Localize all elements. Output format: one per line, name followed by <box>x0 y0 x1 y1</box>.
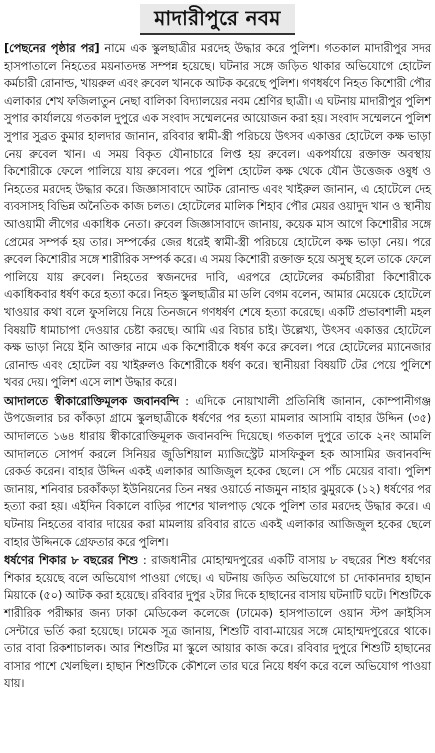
subheading-child-victim: ধর্ষণের শিকার ৮ বছরের শিশু <box>4 553 139 568</box>
article-paragraph-3 <box>4 552 431 693</box>
paragraph-1-body: নামে এক স্কুলছাত্রীর মরদেহ উদ্ধার করে পুলিশ। গতকাল মাদারীপুর সদর হাসপাতালে নিহতের ময়নাতদন্ত সম্পন্ন হয়েছে। ঘটনার সঙ্গে জড়িত থাকার অভিযোগে হোটেল কর্মচারী রোনাল্ড, খায়রুল এবং রুবেল খানকে আটক করেছে পুলিশ। গণধর্ষণে নিহত কিশোরী পৌর এলাকার শেখ ফজিলাতুন নেছা বালিকা বিদ্যালয়ের নবম শ্রেণির ছাত্রী। এ ঘটনায় মাদারীপুর পুলিশ সুপার কার্যালয়ে গতকাল দুপুরে এক সংবাদ সম্মেলনের আয়োজন করা হয়। সংবাদ সম্মেলনে পুলিশ সুপার সুব্রত কুমার হালদার জানান, রবিবার স্বামী-স্ত্রী পরিচয়ে উৎসব একাত্তর হোটেলে কক্ষ ভাড়া নেয় রুবেল খান। এ সময় বিকৃত যৌনাচারে লিপ্ত হয় রুবেল। একপর্যায়ে রক্তাক্ত অবস্থায় কিশোরীকে ফেলে পালিয়ে যায় রুবেল। পরে পুলিশ হোটেল কক্ষ থেকে যৌন উত্তেজক ওষুধ ও নিহতের মরদেহ উদ্ধার করে। জিজ্ঞাসাবাদে আটক রোনাল্ড এবং খাইরুল জানান, এ হোটেলে দেহ ব্যবসাসহ বিভিন্ন অনৈতিক কাজ চলত। হোটেলের মালিক শিহাব পৌর মেয়র ওয়াদুদ খান ও স্থানীয় আওয়ামী লীগের একাধিক নেতা। রুবেল জিজ্ঞাসাবাদে জানায়, কয়েক মাস আগে কিশোরীর সঙ্গে প্রেমের সম্পর্ক হয় তার। সম্পর্কের জের ধরেই স্বামী-স্ত্রী পরিচয়ে হোটেলে কক্ষ ভাড়া নেয়। পরে রুবেল কিশোরীর সঙ্গে শারীরিক সম্পর্ক করে। এ সময় কিশোরী রক্তাক্ত হয়ে অসুস্থ হলে তাকে ফেলে পালিয়ে যায় রুবেল। নিহতের স্বজনদের দাবি, এরপরে হোটেলের কর্মচারীরা কিশোরীকে একাধিকবার ধর্ষণ করে হত্যা করে। নিহত স্কুলছাত্রীর মা ডলি বেগম বলেন, আমার মেয়েকে হোটেলে খাওয়ার কথা বলে ফুসলিয়ে নিয়ে তিনজনে গণধর্ষণ শেষে হত্যা করেছে। একটি প্রভাবশালী মহল বিষয়টি ধামাচাপা দেওয়ার চেষ্টা করছে। আমি এর বিচার চাই। উল্লেখ্য, উৎসব একাত্তর হোটেলে কক্ষ ভাড়া নিয়ে ইনি আক্তার নামে এক কিশোরীকে ধর্ষণ করে রুবেল। পরে হোটেলের ম্যানেজার রোনাল্ড এবং হোটেল বয় খাইরুলও কিশোরীকে ধর্ষণ করে। স্থানীয়রা বিষয়টি টের পেয়ে পুলিশে খবর দেয়। পুলিশ এসে লাশ উদ্ধার করে। <box>4 41 431 390</box>
headline: মাদারীপুরে নবম <box>140 4 294 35</box>
subheading-confession: আদালতে স্বীকারোক্তিমূলক জবানবন্দি <box>4 393 179 408</box>
article-paragraph-1 <box>4 40 431 392</box>
paragraph-2-body: : এদিকে নোয়াখালী প্রতিনিধি জানান, কোম্পানীগঞ্জ উপজেলার চর কাঁকড়া গ্রামে স্কুলছাত্রীকে ধর্ষণের পর হত্যা মামলার আসামি বাহার উদ্দিন (৩৫) আদালতে ১৬৪ ধারায় স্বীকারোক্তিমূলক জবানবন্দি দিয়েছে। গতকাল দুপুরে তাকে ২নং আমলি আদালতে সোপর্দ করলে সিনিয়র জুডিশিয়াল ম্যাজিস্ট্রেট মাসফিকুল হক আসামির জবানবন্দি রেকর্ড করেন। বাহার উদ্দিন একই এলাকার আজিজুল হকের ছেলে। সে পাঁচ মেয়ের বাবা। পুলিশ জানায়, শনিবার চরকাঁকড়া ইউনিয়নের তিন নম্বর ওয়ার্ডে নাজমুন নাহার ঝুমুরকে (১২) ধর্ষণের পর হত্যা করা হয়। এইদিন বিকালে বাড়ির পাশের খালপাড় থেকে পুলিশ তার মরদেহ উদ্ধার করে। এ ঘটনায় নিহতের বাবার দায়ের করা মামলায় রবিবার রাতে একই এলাকার আজিজুল হকের ছেলে বাহার উদ্দিনকে গ্রেফতার করে পুলিশ। <box>4 393 432 549</box>
headline-area <box>4 4 431 34</box>
article-paragraph-2 <box>4 393 431 551</box>
paragraph-3-body: : রাজধানীর মোহাম্মদপুরের একটি বাসায় ৮ বছরের শিশু ধর্ষণের শিকার হয়েছে বলে অভিযোগ পাওয়া গেছে। এ ঘটনায় জড়িত অভিযোগে চা দোকানদার হাছান মিয়াকে (৫০) আটক করা হয়েছে। রবিবার দুপুর ২টার দিকে হাছানের বাসায় ঘটনাটি ঘটে। শিশুটিকে শারীরিক পরীক্ষার জন্য ঢাকা মেডিকেল কলেজে (ঢামেক) হাসপাতালে ওয়ান স্টপ ক্রাইসিস সেন্টারে ভর্তি করা হয়েছে। ঢামেক সূত্র জানায়, শিশুটি বাবা-মায়ের সঙ্গে মোহাম্মদপুরেরে থাকে। তার বাবা রিকশাচালক। আর শিশুটির মা স্কুলে আয়ার কাজ করে। রবিবার দুপুরে শিশুটি হাছানের বাসার পাশে খেলছিল। হাছান শিশুটিকে কৌশলে তার ঘরে নিয়ে ধর্ষণ করে বলে অভিযোগ পাওয়া যায়। <box>4 553 431 691</box>
continuation-marker: [পেছনের পৃষ্ঠার পর] <box>4 41 100 55</box>
